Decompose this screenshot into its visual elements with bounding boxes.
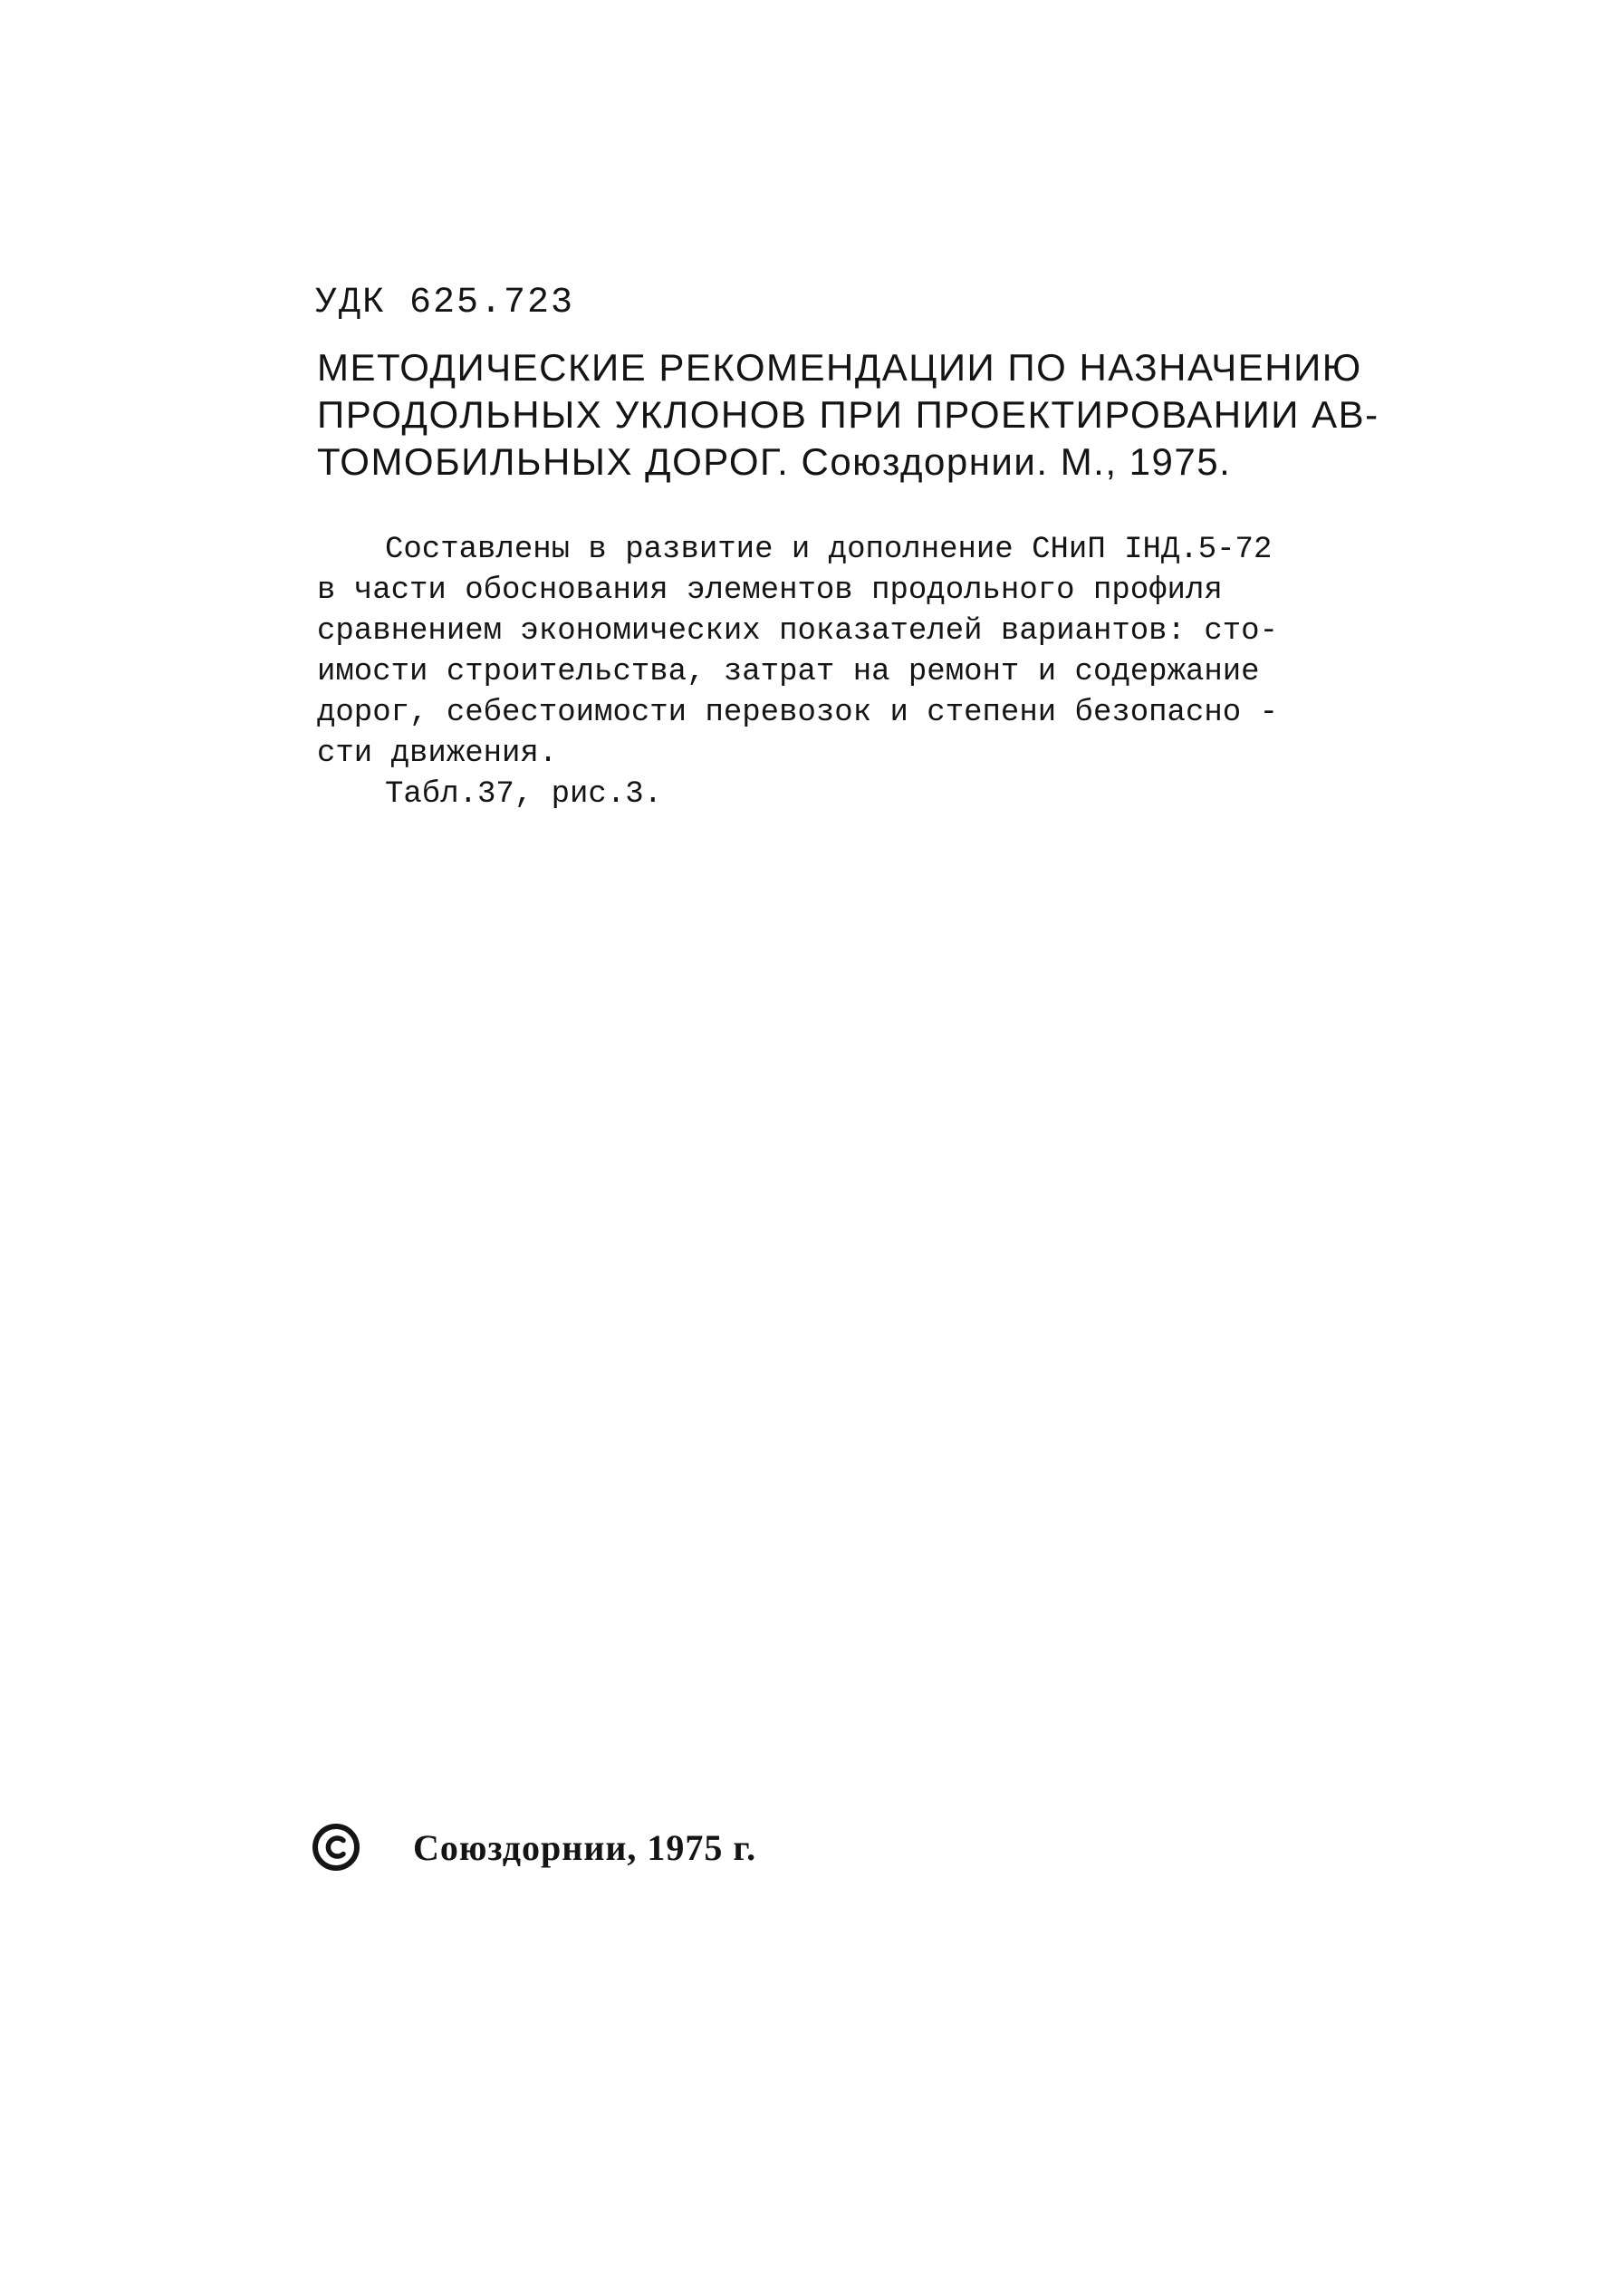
copyright-text: Союздорнии, 1975 г. — [413, 1826, 757, 1868]
annotation-line: сти движения. — [317, 737, 558, 771]
title-line: ПРОДОЛЬНЫХ УКЛОНОВ ПРИ ПРОЕКТИРОВАНИИ АВ- — [317, 393, 1379, 436]
title-line: МЕТОДИЧЕСКИЕ РЕКОМЕНДАЦИИ ПО НАЗНАЧЕНИЮ — [317, 346, 1362, 389]
title-line: ТОМОБИЛЬНЫХ ДОРОГ. Союздорнии. М., 1975. — [317, 440, 1232, 483]
annotation-text — [317, 530, 1467, 815]
annotation-line: сравнением экономических показателей вариантов: сто- — [317, 614, 1278, 649]
document-title — [317, 344, 1467, 486]
annotation-line: имости строительства, затрат на ремонт и содержание — [317, 655, 1260, 689]
annotation-line: Составлены в развитие и дополнение СНиП IНД.5-72 — [385, 533, 1273, 567]
annotation-line: в части обоснования элементов продольного профиля — [317, 573, 1223, 608]
annotation-line: дорог, себестоимости перевозок и степени безопасно - — [317, 696, 1278, 730]
udk-code: УДК 625.723 — [315, 283, 575, 323]
copyright-notice — [312, 1823, 756, 1872]
copyright-icon — [312, 1823, 360, 1872]
tables-figures-note: Табл.37, рис.3. — [385, 777, 663, 812]
